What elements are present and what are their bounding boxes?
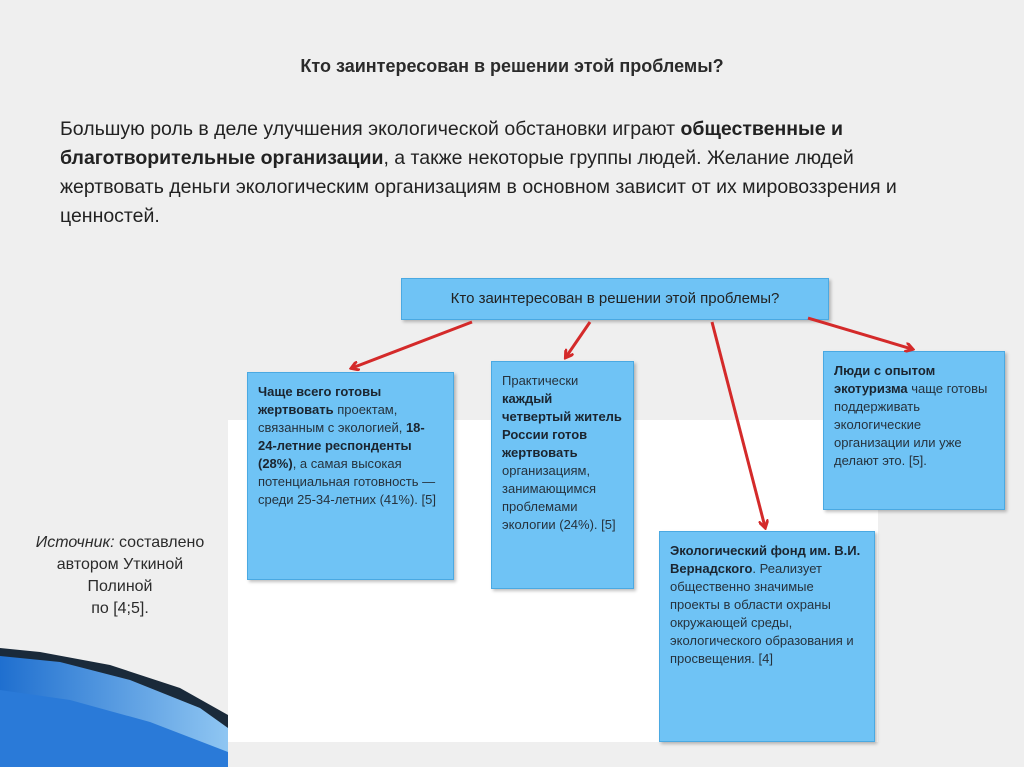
box-ecotourism — [823, 351, 1005, 510]
center-question-box: Кто заинтересован в решении этой проблемы? — [401, 278, 829, 320]
box2-bold1: каждый четвертый житель России готов жертвовать — [502, 391, 622, 460]
intro-bold: общественные и благотворительные организации — [60, 118, 843, 169]
box3-text1: . Реализует общественно значимые проекты в области охраны окружающей среды, экологического образования и просвещения. [4] — [670, 561, 854, 666]
box3-bold1: Экологический фонд им. В.И. Вернадского — [670, 543, 861, 576]
box-every-fourth — [491, 361, 634, 589]
slide-title: Кто заинтересован в решении этой проблемы? — [300, 56, 724, 76]
source-line2: автором Уткиной — [56, 556, 184, 573]
box1-bold2: 18-24-летние респонденты (28%) — [258, 420, 425, 471]
source-note — [10, 532, 230, 620]
source-line1: составлено — [114, 534, 205, 551]
intro-part2: , а также некоторые группы людей. Желание людей жертвовать деньги экологическим организациям в основном зависит от их мировоззрения и ценностей. — [60, 147, 897, 227]
box2-text1: Практически — [502, 373, 579, 388]
box2-text2: организациям, занимающимся проблемами экологии (24%). [5] — [502, 463, 616, 532]
source-line4: по [4;5]. — [91, 600, 149, 617]
intro-paragraph — [60, 115, 960, 231]
box1-text1: проектам, связанным с экологией, — [258, 402, 406, 435]
box-young-donors — [247, 372, 454, 580]
box4-text1: чаще готовы поддерживать экологические организации или уже делают это. [5]. — [834, 381, 988, 468]
box1-bold1: Чаще всего готовы жертвовать — [258, 384, 382, 417]
box4-bold1: Люди с опытом экотуризма — [834, 363, 936, 396]
intro-part1: Большую роль в деле улучшения экологической обстановки играют — [60, 118, 681, 140]
box-vernadsky-fund — [659, 531, 875, 742]
box1-text2: , а самая высокая потенциальная готовность — среди 25-34-летних (41%). [5] — [258, 456, 436, 507]
source-label: Источник: — [35, 534, 115, 551]
source-line3: Полиной — [87, 578, 153, 595]
